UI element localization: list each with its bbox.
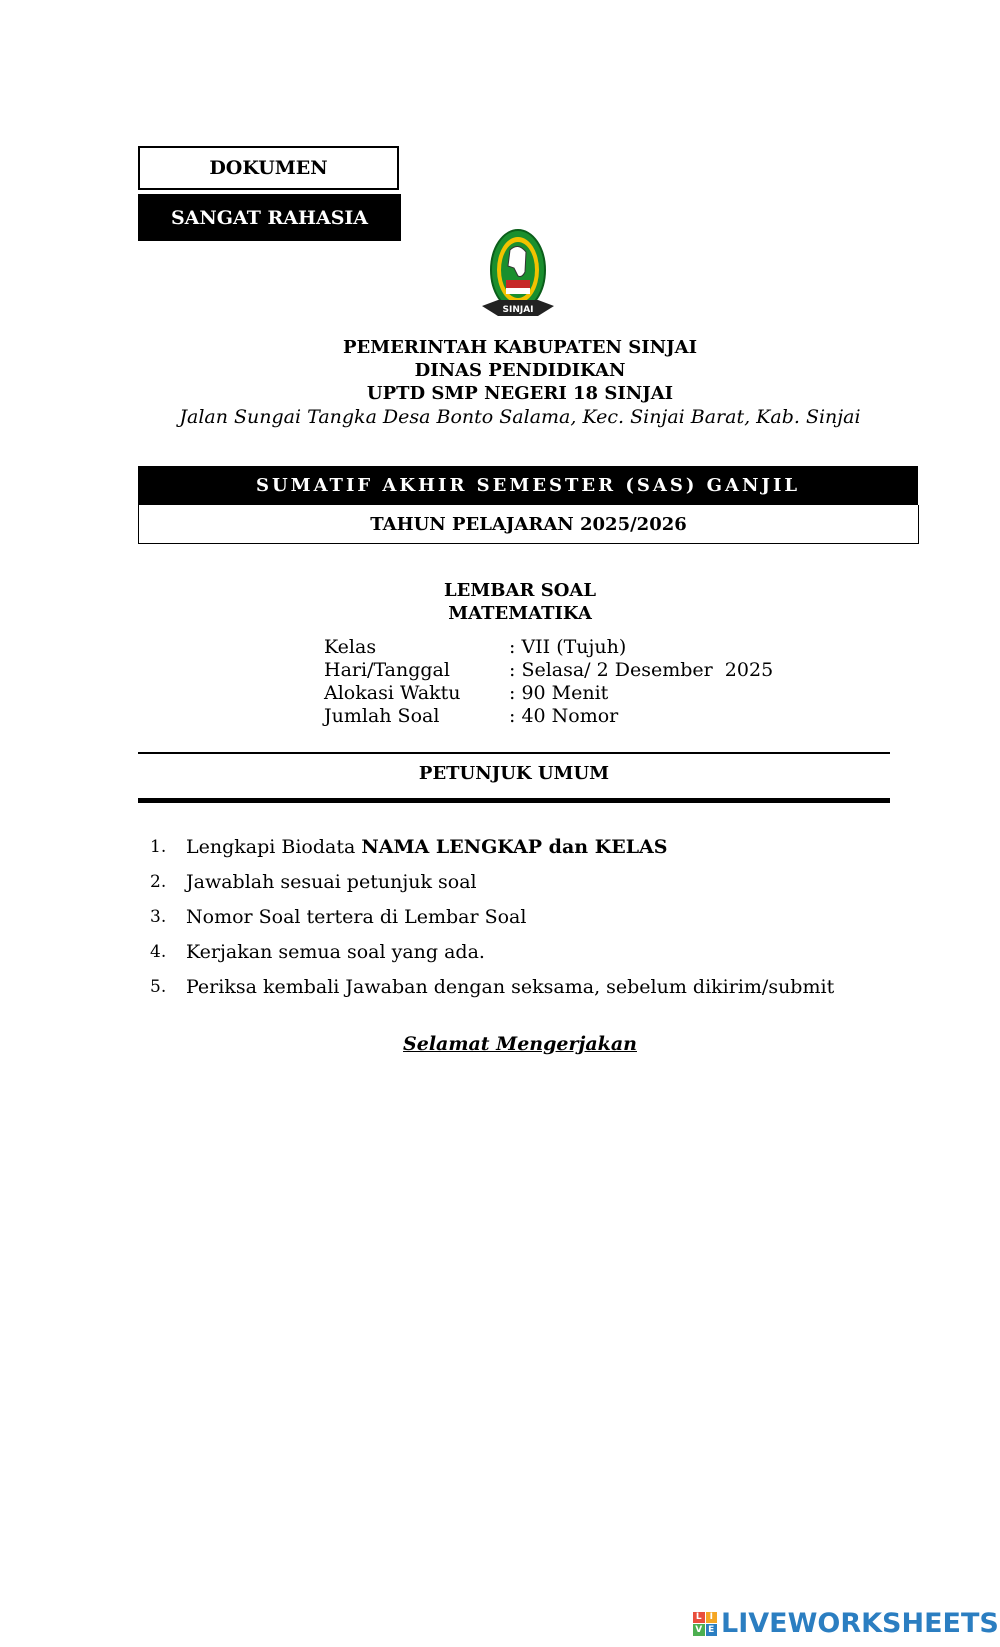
exam-title-banner (138, 466, 918, 505)
info-value: : 40 Nomor (509, 705, 619, 727)
list-item (150, 940, 834, 975)
instructions-heading: PETUNJUK UMUM (418, 763, 610, 784)
list-text: Periksa kembali Jawaban dengan seksama, sebelum dikirim/submit (186, 976, 835, 998)
info-row-duration (324, 682, 773, 705)
list-item (150, 870, 834, 905)
list-number: 2. (150, 872, 167, 892)
document-label: DOKUMEN (209, 157, 328, 179)
subject-title: MATEMATIKA (448, 603, 592, 624)
brand-mark-cell: V (693, 1624, 705, 1636)
school-address: Jalan Sungai Tangka Desa Bonto Salama, Kec. Sinjai Barat, Kab. Sinjai (179, 406, 861, 428)
list-item (150, 975, 834, 1010)
divider-bottom (138, 798, 890, 803)
info-label: Hari/Tanggal (324, 659, 450, 681)
logo-text: SINJAI (502, 305, 534, 315)
closing-text: Selamat Mengerjakan (403, 1033, 637, 1055)
list-item (150, 835, 834, 870)
liveworksheets-logo-icon (693, 1612, 717, 1636)
brand-mark-cell: L (693, 1612, 705, 1624)
list-text-bold: NAMA LENGKAP dan KELAS (361, 836, 668, 858)
info-label: Jumlah Soal (324, 705, 440, 727)
list-text: Kerjakan semua soal yang ada. (186, 941, 485, 963)
sinjai-emblem-icon (478, 228, 558, 326)
exam-year-banner (138, 505, 919, 544)
sheet-title: LEMBAR SOAL (443, 580, 596, 601)
school-name: UPTD SMP NEGERI 18 SINJAI (366, 383, 674, 404)
list-number: 4. (150, 942, 167, 962)
brand-name: LIVEWORKSHEETS (721, 1608, 999, 1639)
list-number: 3. (150, 907, 167, 927)
liveworksheets-brand[interactable] (693, 1608, 999, 1639)
government-name: PEMERINTAH KABUPATEN SINJAI (343, 337, 697, 358)
exam-info-table (324, 636, 773, 728)
closing-message (20, 1033, 1000, 1055)
info-label: Kelas (324, 636, 377, 658)
document-label-box (138, 146, 399, 190)
info-value: : VII (Tujuh) (509, 636, 627, 658)
secret-label: SANGAT RAHASIA (170, 206, 369, 229)
info-value: : 90 Menit (509, 682, 609, 704)
divider-top (138, 752, 890, 754)
info-row-count (324, 705, 773, 728)
exam-year: TAHUN PELAJARAN 2025/2026 (370, 513, 687, 535)
exam-title: SUMATIF AKHIR SEMESTER (SAS) GANJIL (255, 475, 801, 496)
info-value: : Selasa/ 2 Desember 2025 (509, 659, 774, 681)
brand-mark-cell: E (706, 1624, 718, 1636)
list-text: Jawablah sesuai petunjuk soal (186, 871, 477, 893)
brand-mark-cell: I (706, 1612, 718, 1624)
info-label: Alokasi Waktu (324, 682, 461, 704)
list-number: 1. (150, 837, 167, 857)
list-item (150, 905, 834, 940)
list-text: Lengkapi Biodata NAMA LENGKAP dan KELAS (186, 836, 668, 858)
instructions-list (150, 835, 834, 1010)
secret-label-box (138, 194, 401, 241)
list-text: Nomor Soal tertera di Lembar Soal (186, 906, 527, 928)
department-name: DINAS PENDIDIKAN (414, 360, 626, 381)
info-row-date (324, 659, 773, 682)
list-number: 5. (150, 977, 167, 997)
info-row-class (324, 636, 773, 659)
